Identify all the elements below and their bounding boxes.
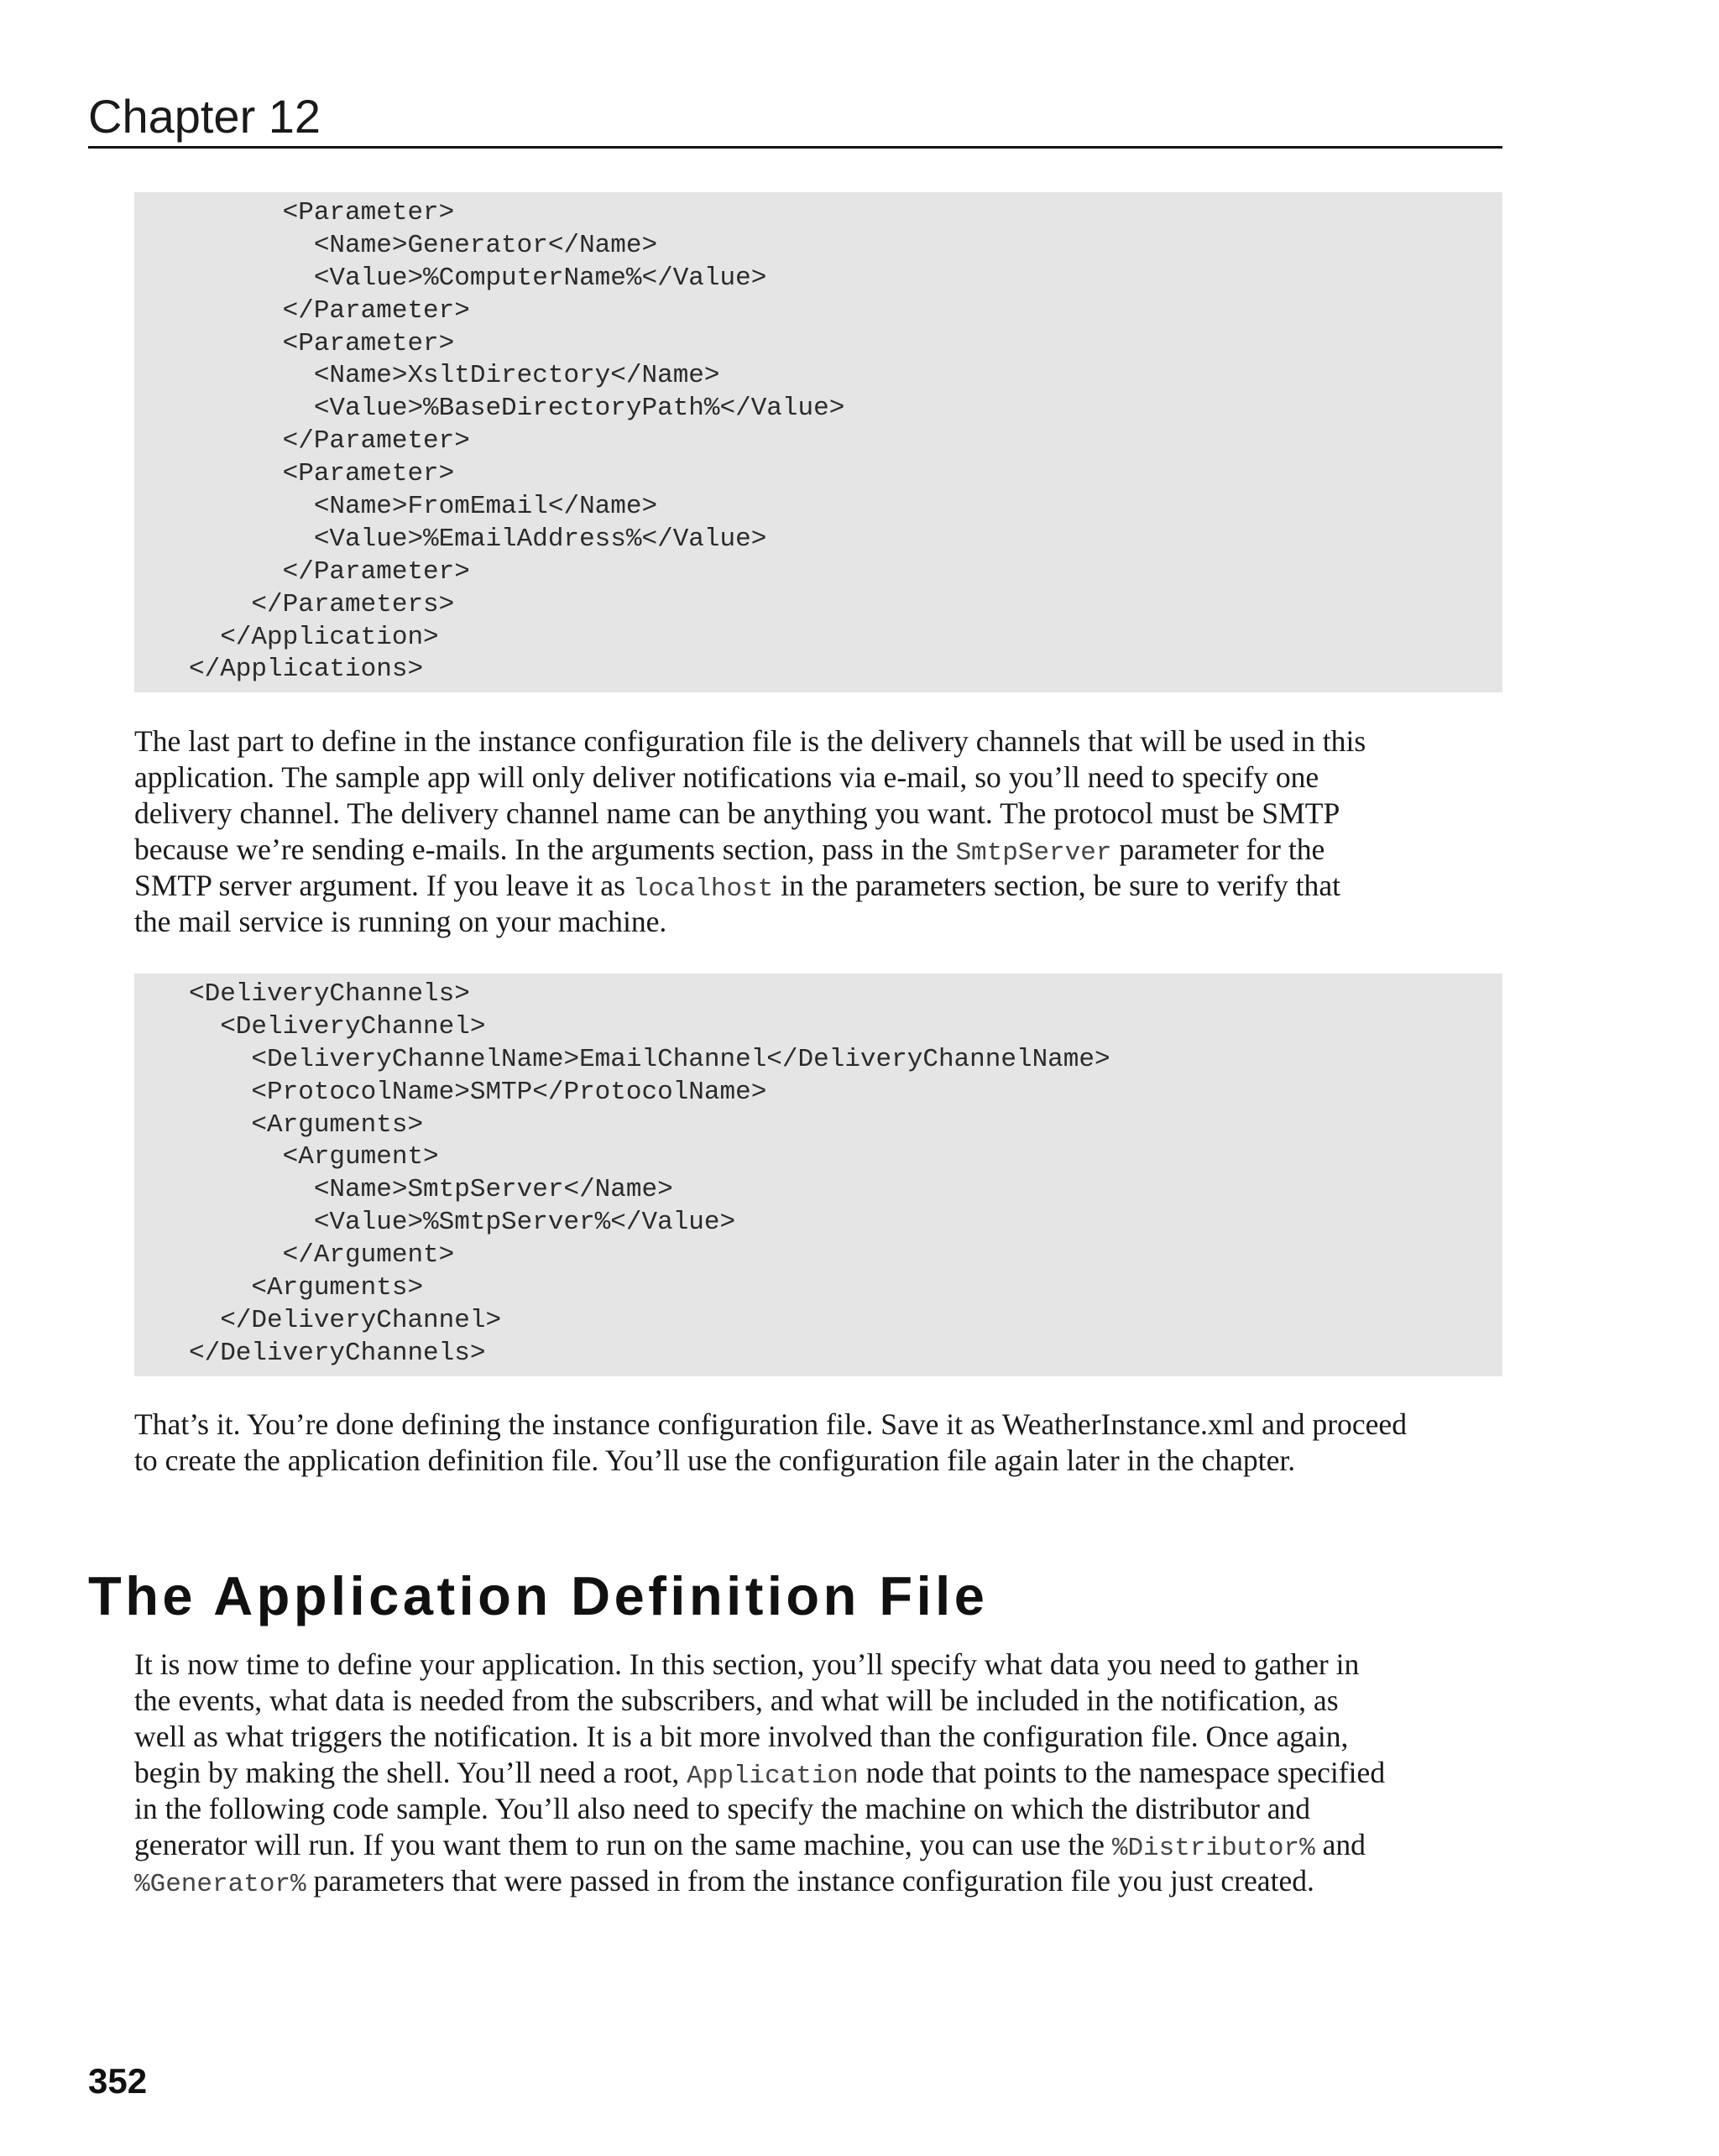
text-line: well as what triggers the notification. It is a bit more involved than the configuration file. Once again, — [134, 1720, 1349, 1753]
code-line: <Parameter> — [189, 328, 455, 358]
code-line: <Argument> — [189, 1142, 439, 1172]
text-line: the mail service is running on your machine. — [134, 905, 667, 938]
page-number: 352 — [88, 2061, 148, 2101]
code-line: <Parameter> — [189, 459, 455, 489]
text-run: generator will run. If you want them to run on the same machine, you can use the — [134, 1828, 1112, 1861]
code-line: </Parameter> — [189, 426, 470, 457]
code-line: <ProtocolName>SMTP</ProtocolName> — [189, 1077, 767, 1107]
text-run: begin by making the shell. You’ll need a root, — [134, 1756, 687, 1789]
code-line: <DeliveryChannelName>EmailChannel</DeliveryChannelName> — [189, 1044, 1110, 1074]
text-line — [134, 832, 1511, 868]
code-line: <DeliveryChannel> — [189, 1011, 486, 1041]
inline-code: Application — [687, 1762, 859, 1791]
text-run: parameters that were passed in from the instance configuration file you just created. — [306, 1864, 1314, 1898]
text-line: delivery channel. The delivery channel name can be anything you want. The protocol must be SMTP — [134, 796, 1340, 830]
text-line: application. The sample app will only deliver notifications via e-mail, so you’ll need to specify one — [134, 760, 1319, 794]
page-header — [88, 87, 1502, 149]
text-run: parameter for the — [1111, 833, 1325, 866]
paragraph-delivery-channels — [134, 723, 1511, 940]
code-line: <Name>FromEmail</Name> — [189, 492, 658, 522]
section-heading: The Application Definition File — [88, 1565, 989, 1626]
text-line: It is now time to define your application. In this section, you’ll specify what data you need to gather in — [134, 1647, 1360, 1681]
code-block-delivery-channels — [134, 974, 1502, 1376]
code-line: <Arguments> — [189, 1109, 424, 1140]
code-block-parameters — [134, 192, 1502, 692]
code-line: <Value>%ComputerName%</Value> — [189, 263, 767, 293]
code-line: <DeliveryChannels> — [189, 979, 470, 1009]
code-line: <Name>Generator</Name> — [189, 230, 658, 260]
code-line: </Parameter> — [189, 295, 470, 326]
code-line: <Name>XsltDirectory</Name> — [189, 361, 720, 391]
code-line: <Value>%SmtpServer%</Value> — [189, 1208, 736, 1238]
text-run: in the parameters section, be sure to verify that — [773, 869, 1341, 902]
text-run: node that points to the namespace specified — [858, 1756, 1386, 1789]
code-line: </Application> — [189, 622, 439, 652]
paragraph-application-definition — [134, 1647, 1511, 1899]
text-line — [134, 868, 1511, 904]
code-line: <Parameter> — [189, 198, 455, 227]
code-line: </Parameters> — [189, 589, 455, 619]
code-line: <Value>%BaseDirectoryPath%</Value> — [189, 394, 845, 424]
text-line: The last part to define in the instance configuration file is the delivery channels that will be used in this — [134, 724, 1366, 758]
text-line: in the following code sample. You’ll also need to specify the machine on which the distributor and — [134, 1792, 1311, 1825]
inline-code: %Distributor% — [1111, 1834, 1315, 1863]
inline-code: localhost — [632, 874, 774, 904]
inline-code: %Generator% — [134, 1870, 306, 1899]
code-line: <Name>SmtpServer</Name> — [189, 1175, 673, 1205]
inline-code: SmtpServer — [955, 838, 1112, 868]
text-run: and — [1314, 1828, 1366, 1861]
code-line: <Arguments> — [189, 1273, 424, 1303]
code-line: </Argument> — [189, 1240, 455, 1271]
chapter-title: Chapter 12 — [88, 90, 321, 143]
code-line: </Parameter> — [189, 556, 470, 587]
code-line: </Applications> — [189, 655, 424, 685]
text-run: SMTP server argument. If you leave it as — [134, 869, 633, 902]
text-line — [134, 1827, 1511, 1863]
text-line: to create the application definition file. You’ll use the configuration file again later in the chapter. — [134, 1443, 1296, 1477]
code-line: </DeliveryChannel> — [189, 1305, 502, 1335]
text-line: the events, what data is needed from the subscribers, and what will be included in the notification, as — [134, 1684, 1339, 1717]
text-run: because we’re sending e-mails. In the arguments section, pass in the — [134, 833, 956, 866]
text-line: That’s it. You’re done defining the instance configuration file. Save it as WeatherInstance.xml and proceed — [134, 1407, 1407, 1441]
paragraph-save-instance — [134, 1407, 1511, 1479]
code-line: <Value>%EmailAddress%</Value> — [189, 524, 767, 554]
code-line: </DeliveryChannels> — [189, 1338, 486, 1368]
text-line — [134, 1863, 1511, 1899]
text-line — [134, 1755, 1511, 1791]
